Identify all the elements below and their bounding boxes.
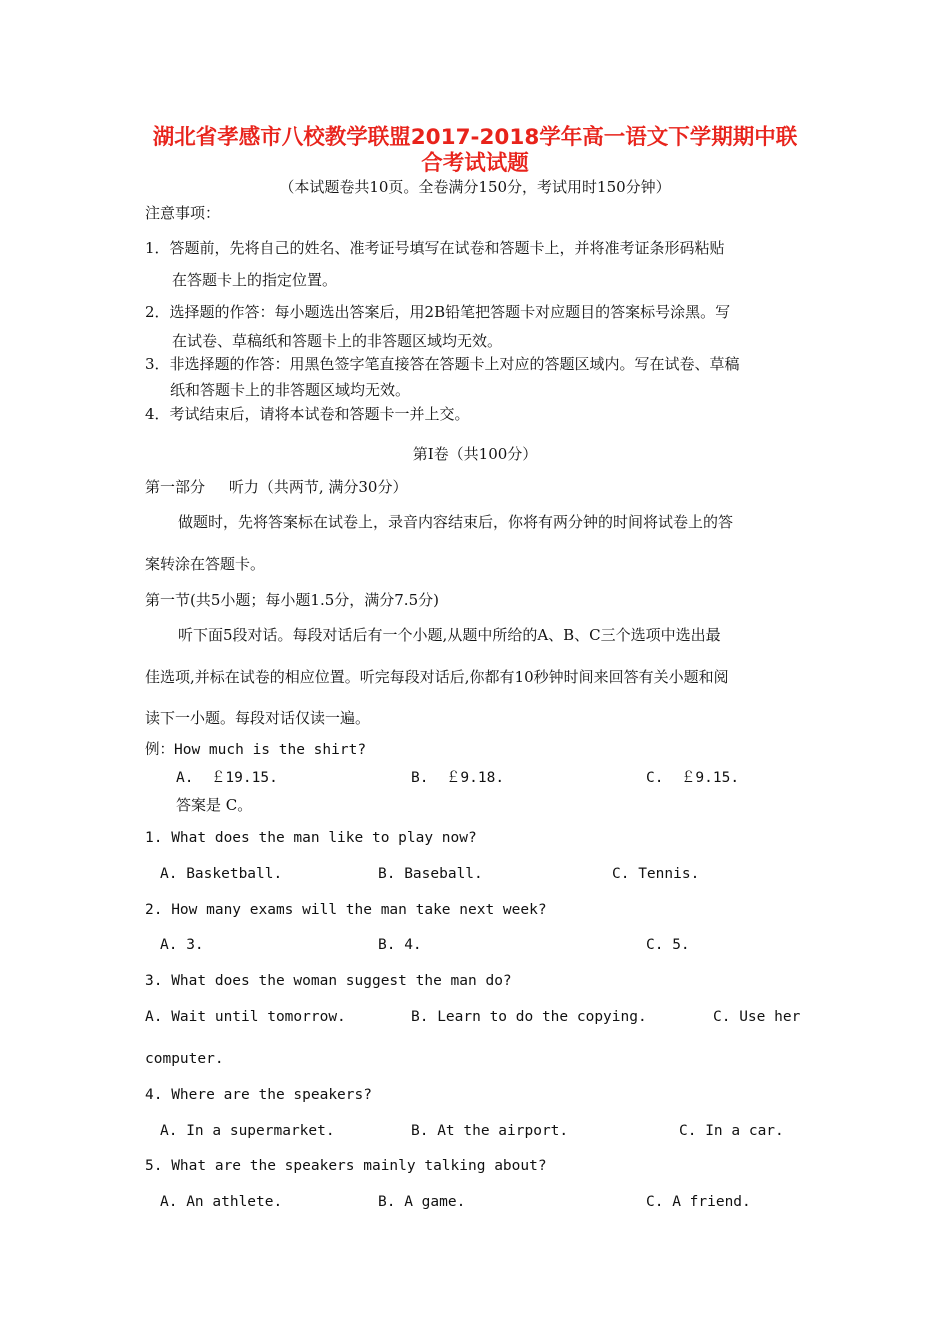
question-option-a: A. Basketball.: [160, 866, 283, 882]
question-text: 5. What are the speakers mainly talking about?: [145, 1158, 547, 1174]
question-option-c: C. Use her: [713, 1009, 801, 1025]
question-option-c: C. In a car.: [679, 1123, 784, 1139]
question-option-b: B. Baseball.: [378, 866, 483, 882]
question-text: 4. Where are the speakers?: [145, 1087, 372, 1103]
notice-item: 2．选择题的作答：每小题选出答案后，用2B铅笔把答题卡对应题目的答案标号涂黑。写: [145, 303, 731, 321]
exam-title-line2: 合考试试题: [421, 151, 529, 176]
question-option-b: B. A game.: [378, 1194, 466, 1210]
section-title: 第I卷（共100分）: [412, 445, 538, 463]
part1-heading: 第一部分 听力（共两节, 满分30分）: [145, 478, 408, 496]
section1-intro: 听下面5段对话。每段对话后有一个小题,从题中所给的A、B、C三个选项中选出最: [178, 626, 721, 644]
question-option-c-continued: computer.: [145, 1051, 224, 1067]
section1-intro: 读下一小题。每段对话仅读一遍。: [145, 709, 371, 727]
exam-title-line1: 湖北省孝感市八校教学联盟2017-2018学年高一语文下学期期中联: [152, 125, 798, 150]
notice-item: 4．考试结束后，请将本试卷和答题卡一并上交。: [145, 405, 470, 423]
notice-item: 在答题卡上的指定位置。: [172, 271, 338, 289]
example-question: 例：How much is the shirt?: [145, 742, 367, 758]
exam-subtitle: （本试题卷共10页。全卷满分150分，考试用时150分钟）: [279, 178, 671, 196]
notice-heading: 注意事项：: [145, 204, 221, 222]
notice-item: 在试卷、草稿纸和答题卡上的非答题区域均无效。: [172, 332, 503, 350]
part1-intro: 案转涂在答题卡。: [145, 555, 266, 573]
question-option-b: B. 4.: [378, 937, 422, 953]
question-option-c: C. Tennis.: [612, 866, 700, 882]
question-option-c: C. A friend.: [646, 1194, 751, 1210]
section1-intro: 佳选项,并标在试卷的相应位置。听完每段对话后,你都有10秒钟时间来回答有关小题和阅: [145, 668, 729, 686]
question-option-a: A. An athlete.: [160, 1194, 283, 1210]
example-option-c: C. ￡9.15.: [646, 770, 740, 786]
question-text: 2. How many exams will the man take next week?: [145, 902, 547, 918]
question-option-c: C. 5.: [646, 937, 690, 953]
part1-intro: 做题时，先将答案标在试卷上，录音内容结束后，你将有两分钟的时间将试卷上的答: [178, 513, 734, 531]
example-option-a: A. ￡19.15.: [176, 770, 278, 786]
question-option-b: B. Learn to do the copying.: [411, 1009, 647, 1025]
section1-heading: 第一节(共5小题；每小题1.5分，满分7.5分): [145, 591, 439, 609]
question-option-b: B. At the airport.: [411, 1123, 569, 1139]
question-option-a: A. Wait until tomorrow.: [145, 1009, 346, 1025]
notice-item: 纸和答题卡上的非答题区域均无效。: [170, 381, 411, 399]
question-option-a: A. In a supermarket.: [160, 1123, 335, 1139]
example-option-b: B. ￡9.18.: [411, 770, 505, 786]
notice-item: 3．非选择题的作答：用黑色签字笔直接答在答题卡上对应的答题区域内。写在试卷、草稿: [145, 355, 740, 373]
notice-item: 1．答题前，先将自己的姓名、准考证号填写在试卷和答题卡上，并将准考证条形码粘贴: [145, 239, 725, 257]
question-text: 3. What does the woman suggest the man do?: [145, 973, 512, 989]
question-option-a: A. 3.: [160, 937, 204, 953]
example-answer: 答案是 C。: [176, 796, 253, 814]
question-text: 1. What does the man like to play now?: [145, 830, 477, 846]
